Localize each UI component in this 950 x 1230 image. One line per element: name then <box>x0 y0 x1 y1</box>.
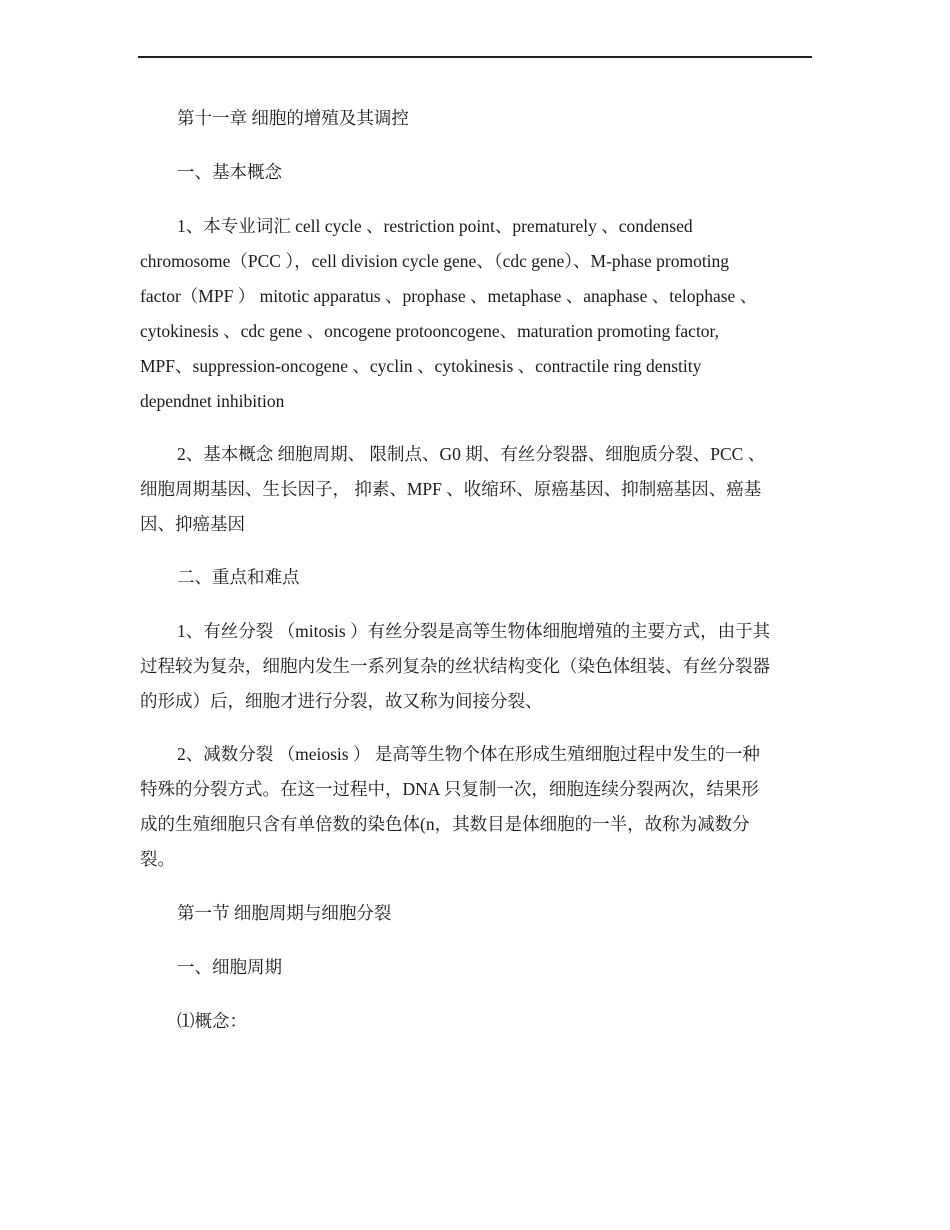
item-concept: ⑴概念： <box>177 1011 247 1031</box>
paragraph-line: 1、本专业词汇 cell cycle 、restriction point、prematurely 、condensed <box>177 216 693 236</box>
basic-concepts-paragraph <box>140 437 812 542</box>
subsection-cell-cycle: 一、细胞周期 <box>177 957 282 977</box>
paragraph-line: chromosome（PCC ），cell division cycle gene、（cdc gene）、M-phase promoting <box>140 251 730 271</box>
section-heading-key-points: 二、重点和难点 <box>177 567 300 587</box>
paragraph-line: 裂。 <box>140 849 175 869</box>
paragraph-line: 的形成）后，细胞才进行分裂，故又称为间接分裂、 <box>140 691 543 711</box>
chapter-title: 第十一章 细胞的增殖及其调控 <box>177 108 409 128</box>
mitosis-paragraph <box>140 614 812 719</box>
paragraph-line: 过程较为复杂，细胞内发生一系列复杂的丝状结构变化（染色体组装、有丝分裂器 <box>140 656 770 676</box>
section-1-title: 第一节 细胞周期与细胞分裂 <box>177 903 392 923</box>
header-rule <box>138 56 812 58</box>
paragraph-line: cytokinesis 、cdc gene 、oncogene protooncogene、maturation promoting factor, <box>140 321 720 341</box>
section-heading-basic-concepts: 一、基本概念 <box>177 162 282 182</box>
paragraph-line: 因、抑癌基因 <box>140 514 245 534</box>
meiosis-paragraph <box>140 737 812 877</box>
paragraph-line: 2、减数分裂 （meiosis ） 是高等生物个体在形成生殖细胞过程中发生的一种 <box>177 744 760 764</box>
paragraph-line: 细胞周期基因、生长因子， 抑素、MPF 、收缩环、原癌基因、抑制癌基因、癌基 <box>140 479 762 499</box>
paragraph-line: dependnet inhibition <box>140 391 285 411</box>
paragraph-line: 成的生殖细胞只含有单倍数的染色体(n，其数目是体细胞的一半，故称为减数分 <box>140 814 750 834</box>
paragraph-line: MPF、suppression-oncogene 、cyclin 、cytokinesis 、contractile ring denstity <box>140 356 702 376</box>
vocabulary-paragraph <box>140 209 812 419</box>
paragraph-line: 特殊的分裂方式。在这一过程中，DNA 只复制一次，细胞连续分裂两次，结果形 <box>140 779 759 799</box>
paragraph-line: 2、基本概念 细胞周期、 限制点、G0 期、有丝分裂器、细胞质分裂、PCC 、 <box>177 444 766 464</box>
paragraph-line: factor（MPF ） mitotic apparatus 、prophase 、metaphase 、anaphase 、telophase 、 <box>140 286 758 306</box>
paragraph-line: 1、有丝分裂 （mitosis ）有丝分裂是高等生物体细胞增殖的主要方式，由于其 <box>177 621 771 641</box>
